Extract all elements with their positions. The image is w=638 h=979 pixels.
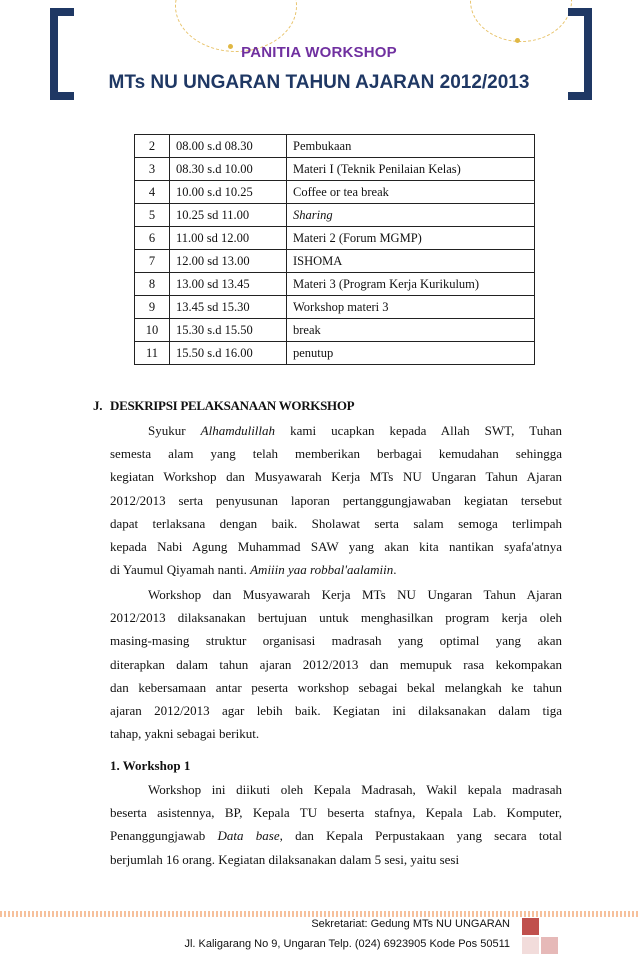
activity-cell: Coffee or tea break: [287, 181, 535, 204]
row-number-cell: 10: [135, 319, 170, 342]
text-segment: dapat terlaksana dengan baik. Sholawat serta salam semoga terlimpah: [110, 515, 562, 531]
table-row: [135, 135, 535, 158]
row-number-cell: 5: [135, 204, 170, 227]
text-segment: berjumlah 16 orang. Kegiatan dilaksanakan dalam 5 sesi, yaitu sesi: [110, 851, 460, 867]
paragraph-line: ajaran 2012/2013 agar lebih baik. Kegiatan ini dilaksanakan dalam tiga: [110, 703, 562, 719]
text-segment: Syukur: [148, 423, 201, 438]
activity-cell: penutup: [287, 342, 535, 365]
text-segment: , dan Kepala Perpustakaan yang secara total: [279, 828, 562, 844]
footer-square-decoration: [522, 918, 539, 935]
footer-divider: [0, 911, 638, 917]
paragraph-workshop-1: [110, 778, 562, 871]
italic-text: Amiiin yaa robbal'aalamiin: [250, 562, 394, 578]
paragraph-line: tahap, yakni sebagai berikut.: [110, 726, 260, 742]
table-row: [135, 342, 535, 365]
footer-secretariat: Sekretariat: Gedung MTs NU UNGARAN: [311, 918, 510, 930]
paragraph-line: [110, 489, 562, 512]
time-cell: 12.00 sd 13.00: [170, 250, 287, 273]
text-segment: 2012/2013 serta penyusunan laporan pertanggungjawaban kegiatan tersebut: [110, 492, 562, 508]
footer-square-decoration: [522, 937, 539, 954]
table-row: [135, 158, 535, 181]
row-number-cell: 11: [135, 342, 170, 365]
time-cell: 15.50 s.d 16.00: [170, 342, 287, 365]
text-segment: kami ucapkan kepada Allah SWT, Tuhan: [275, 423, 562, 438]
paragraph-purpose: [110, 583, 562, 745]
paragraph-line: [110, 535, 562, 558]
text-segment: beserta asistennya, BP, Kepala TU beserta stafnya, Kepala Lab. Komputer,: [110, 805, 562, 821]
paragraph-line: [110, 801, 562, 824]
row-number-cell: 8: [135, 273, 170, 296]
paragraph-line: 2012/2013 dilaksanakan bertujuan untuk menghasilkan program kerja oleh: [110, 610, 562, 626]
table-row: [135, 319, 535, 342]
paragraph-line: [110, 465, 562, 488]
subsection-heading: 1. Workshop 1: [110, 758, 191, 773]
activity-cell: Workshop materi 3: [287, 296, 535, 319]
activity-cell: Materi 2 (Forum MGMP): [287, 227, 535, 250]
paragraph-line: [110, 558, 562, 581]
paragraph-line: Workshop dan Musyawarah Kerja MTs NU Ungaran Tahun Ajaran: [148, 587, 562, 602]
time-cell: 10.00 s.d 10.25: [170, 181, 287, 204]
paragraph-line: diterapkan dalam tahun ajaran 2012/2013 dan memupuk rasa kekompakan: [110, 656, 562, 672]
schedule-table: [134, 134, 535, 365]
paragraph-line: [110, 778, 562, 801]
time-cell: 13.00 sd 13.45: [170, 273, 287, 296]
italic-text: Alhamdulillah: [200, 423, 276, 438]
activity-cell: Pembukaan: [287, 135, 535, 158]
row-number-cell: 2: [135, 135, 170, 158]
text-segment: .: [393, 562, 397, 578]
time-cell: 15.30 s.d 15.50: [170, 319, 287, 342]
table-row: [135, 296, 535, 319]
paragraph-line: masing-masing struktur organisasi madrasah yang optimal yang akan: [110, 633, 562, 649]
section-number: J.: [93, 398, 103, 413]
header-subtitle: MTs NU UNGARAN TAHUN AJARAN 2012/2013: [108, 72, 530, 93]
section-title: DESKRIPSI PELAKSANAAN WORKSHOP: [110, 398, 355, 413]
text-segment: Workshop ini diikuti oleh Kepala Madrasah, Wakil kepala madrasah: [148, 782, 562, 797]
activity-cell: Materi I (Teknik Penilaian Kelas): [287, 158, 535, 181]
table-row: [135, 204, 535, 227]
activity-cell: ISHOMA: [287, 250, 535, 273]
row-number-cell: 7: [135, 250, 170, 273]
row-number-cell: 3: [135, 158, 170, 181]
table-row: [135, 250, 535, 273]
italic-text: Data base: [217, 828, 280, 844]
row-number-cell: 6: [135, 227, 170, 250]
table-row: [135, 273, 535, 296]
text-segment: di Yaumul Qiyamah nanti.: [110, 562, 251, 578]
footer-square-decoration: [541, 937, 558, 954]
paragraph-line: [110, 442, 562, 465]
activity-cell: break: [287, 319, 535, 342]
text-segment: kegiatan Workshop dan Musyawarah Kerja MTs NU Ungaran Tahun Ajaran: [110, 469, 562, 485]
section-heading: [93, 398, 354, 414]
paragraph-line: [110, 848, 562, 871]
time-cell: 08.30 s.d 10.00: [170, 158, 287, 181]
footer-address: Jl. Kaligarang No 9, Ungaran Telp. (024) 6923905 Kode Pos 50511: [184, 938, 510, 950]
header-title: PANITIA WORKSHOP: [241, 44, 397, 61]
table-row: [135, 181, 535, 204]
time-cell: 10.25 sd 11.00: [170, 204, 287, 227]
decorative-curve: [470, 0, 572, 42]
time-cell: 11.00 sd 12.00: [170, 227, 287, 250]
paragraph-gratitude: [110, 419, 562, 581]
row-number-cell: 9: [135, 296, 170, 319]
paragraph-line: [110, 512, 562, 535]
text-segment: semesta alam yang telah memberikan berbagai kemudahan sehingga: [110, 446, 562, 462]
paragraph-line: [110, 824, 562, 847]
paragraph-line: [110, 419, 562, 442]
activity-cell: Sharing: [287, 204, 535, 227]
paragraph-line: dan kebersamaan antar peserta workshop sebagai bekal melangkah ke tahun: [110, 679, 562, 695]
time-cell: 13.45 sd 15.30: [170, 296, 287, 319]
text-segment: Penanggungjawab: [110, 828, 218, 844]
row-number-cell: 4: [135, 181, 170, 204]
time-cell: 08.00 s.d 08.30: [170, 135, 287, 158]
text-segment: kepada Nabi Agung Muhammad SAW yang akan kita nantikan syafa'atnya: [110, 539, 562, 555]
activity-cell: Materi 3 (Program Kerja Kurikulum): [287, 273, 535, 296]
decorative-dot: [515, 38, 520, 43]
table-row: [135, 227, 535, 250]
